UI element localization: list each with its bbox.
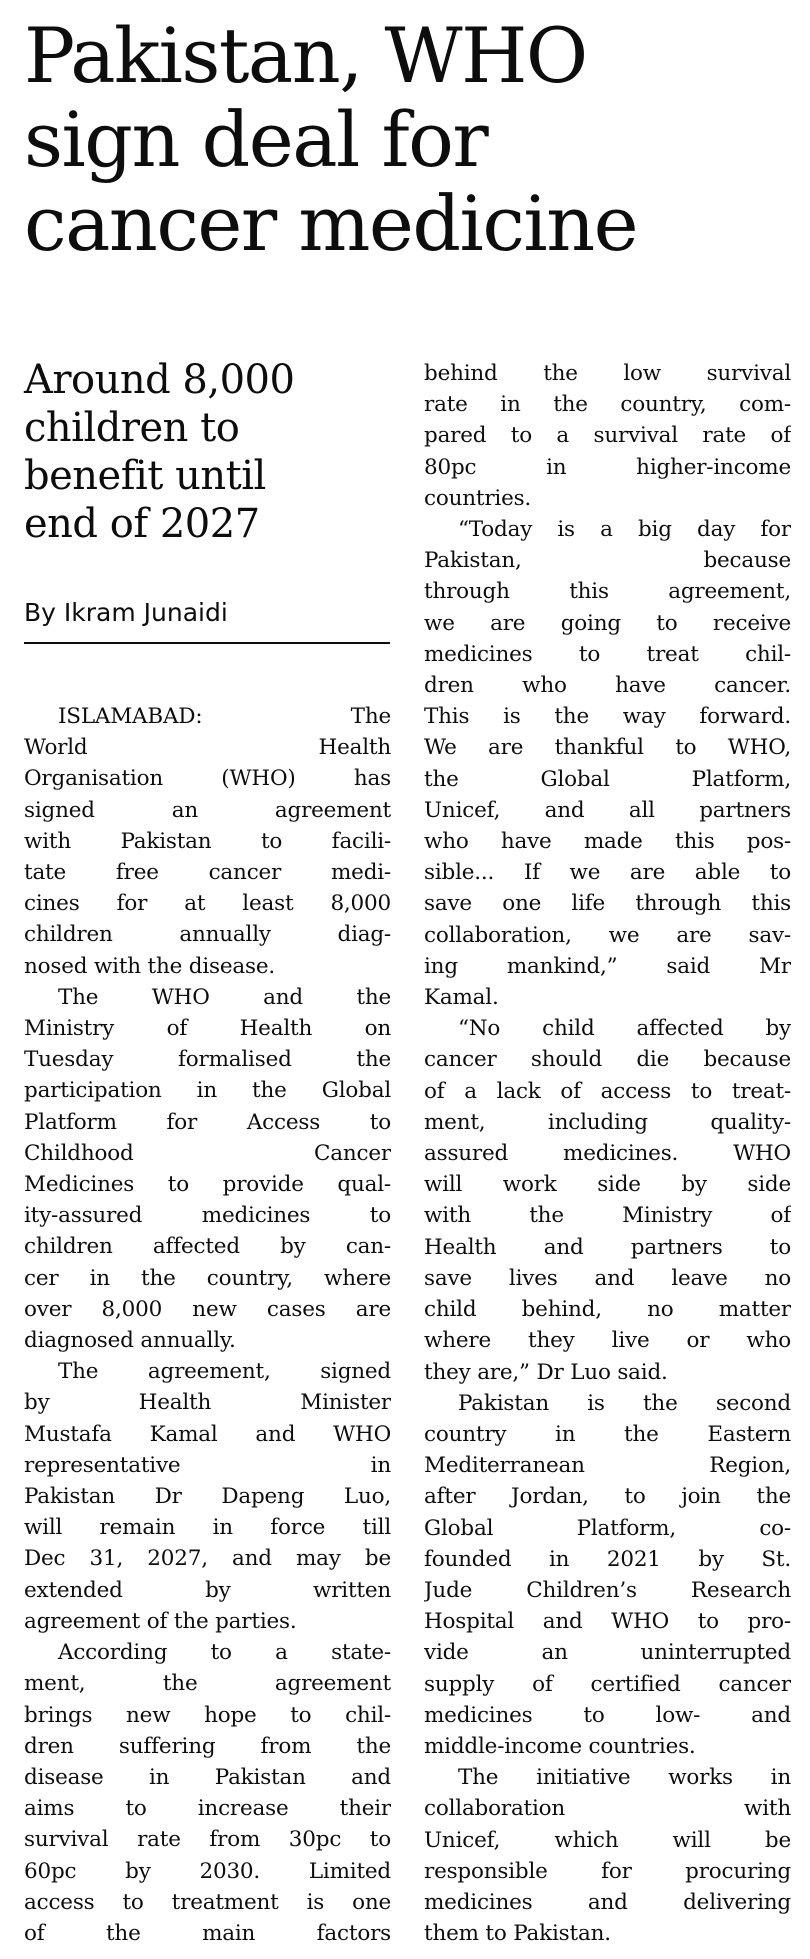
article-text-line: after Jordan, to join the bbox=[424, 1484, 791, 1510]
article-text-line: This is the way forward. bbox=[424, 704, 791, 730]
article-text-line: Pakistan is the second bbox=[458, 1390, 791, 1416]
headline-line: cancer medicine bbox=[24, 179, 638, 268]
article-text-line: Pakistan, because bbox=[424, 548, 791, 574]
article-text-line: tate free cancer medi- bbox=[24, 860, 391, 886]
article-text-line: representative in bbox=[24, 1452, 391, 1478]
article-paragraph bbox=[424, 514, 791, 1013]
article-text-line: medicines to low- and bbox=[424, 1702, 791, 1728]
article-text-line: diagnosed annually. bbox=[24, 1328, 236, 1354]
article-text-line: collaboration, we are sav- bbox=[424, 922, 791, 948]
article-paragraph bbox=[424, 358, 791, 514]
article-text-line: medicines and delivering bbox=[424, 1889, 791, 1915]
headline-line: Pakistan, WHO bbox=[24, 11, 587, 100]
article-text-line: disease in Pakistan and bbox=[24, 1764, 391, 1790]
article-text-line: sible... If we are able to bbox=[424, 860, 791, 886]
article-text-line: The initiative works in bbox=[458, 1765, 791, 1791]
article-text-line: Ministry of Health on bbox=[24, 1016, 391, 1042]
article-text-line: Unicef, which will be bbox=[424, 1827, 791, 1853]
article-text-line: save one life through this bbox=[424, 891, 791, 917]
article-text-line: supply of certified cancer bbox=[424, 1671, 791, 1697]
article-text-line: 80pc in higher-income bbox=[424, 454, 791, 480]
article-text-line: Childhood Cancer bbox=[24, 1140, 391, 1166]
article-text-line: Hospital and WHO to pro- bbox=[424, 1609, 791, 1635]
article-text-line: Kamal. bbox=[424, 985, 499, 1011]
article-paragraph bbox=[24, 1356, 391, 1637]
article-text-line: Medicines to provide qual- bbox=[24, 1172, 391, 1198]
article-text-line: ment, including quality- bbox=[424, 1109, 791, 1135]
article-text-line: dren suffering from the bbox=[24, 1733, 391, 1759]
article-text-line: will work side by side bbox=[424, 1172, 791, 1198]
subheadline-line: end of 2027 bbox=[24, 501, 260, 547]
article-text-line: ISLAMABAD: The bbox=[58, 704, 391, 729]
article-text-line: responsible for procuring bbox=[424, 1858, 791, 1884]
article-text-line: child behind, no matter bbox=[424, 1297, 791, 1323]
article-text-line: with Pakistan to facili- bbox=[24, 828, 391, 854]
article-text-line: medicines to treat chil- bbox=[424, 641, 791, 667]
byline: By Ikram Junaidi bbox=[24, 596, 390, 644]
article-text-line: signed an agreement bbox=[24, 797, 391, 823]
article-text-line: extended by written bbox=[24, 1577, 391, 1603]
article-text-line: middle-income countries. bbox=[424, 1733, 696, 1759]
article-text-line: countries. bbox=[424, 485, 532, 511]
article-text-line: survival rate from 30pc to bbox=[24, 1827, 391, 1853]
article-text-line: cancer should die because bbox=[424, 1047, 791, 1073]
article-text-line: nosed with the disease. bbox=[24, 953, 275, 979]
article-paragraph bbox=[24, 982, 391, 1356]
article-text-line: the Global Platform, bbox=[424, 766, 791, 792]
article-text-line: where they live or who bbox=[424, 1328, 791, 1354]
article-paragraph bbox=[424, 1762, 791, 1949]
article-column-right bbox=[424, 358, 791, 1949]
article-text-line: World Health bbox=[24, 735, 391, 761]
article-text-line: “No child affected by bbox=[458, 1016, 791, 1042]
article-paragraph bbox=[24, 701, 391, 982]
article-paragraph bbox=[24, 1637, 391, 1949]
article-text-line: Mustafa Kamal and WHO bbox=[24, 1421, 391, 1447]
article-column-left bbox=[24, 701, 391, 1949]
headline-line: sign deal for bbox=[24, 95, 488, 184]
article-text-line: we are going to receive bbox=[424, 610, 791, 636]
article-text-line: behind the low survival bbox=[424, 361, 791, 386]
subheadline-line: children to bbox=[24, 405, 240, 451]
article-text-line: According to a state- bbox=[58, 1640, 391, 1666]
article-text-line: children annually diag- bbox=[24, 922, 391, 948]
article-text-line: collaboration with bbox=[424, 1796, 791, 1822]
article-text-line: Health and partners to bbox=[424, 1234, 791, 1260]
article-text-line: ment, the agreement bbox=[24, 1671, 391, 1697]
article-text-line: them to Pakistan. bbox=[424, 1921, 611, 1947]
article-text-line: access to treatment is one bbox=[24, 1889, 391, 1915]
article-text-line: participation in the Global bbox=[24, 1078, 391, 1104]
article-text-line: through this agreement, bbox=[424, 579, 791, 605]
article-text-line: over 8,000 new cases are bbox=[24, 1296, 391, 1322]
article-text-line: The WHO and the bbox=[58, 984, 391, 1010]
article-text-line: 60pc by 2030. Limited bbox=[24, 1858, 391, 1884]
article-text-line: “Today is a big day for bbox=[458, 517, 791, 543]
article-text-line: Platform for Access to bbox=[24, 1109, 391, 1135]
article-text-line: country in the Eastern bbox=[424, 1421, 791, 1447]
article-text-line: agreement of the parties. bbox=[24, 1608, 297, 1634]
article-text-line: cer in the country, where bbox=[24, 1265, 391, 1291]
article-text-line: Pakistan Dr Dapeng Luo, bbox=[24, 1484, 391, 1510]
article-text-line: The agreement, signed bbox=[58, 1359, 391, 1385]
article-text-line: aims to increase their bbox=[24, 1796, 391, 1822]
article-text-line: ity-assured medicines to bbox=[24, 1203, 391, 1229]
article-paragraph bbox=[424, 1388, 791, 1762]
article-text-line: Jude Children’s Research bbox=[424, 1577, 791, 1603]
article-text-line: We are thankful to WHO, bbox=[424, 735, 791, 761]
article-text-line: Unicef, and all partners bbox=[424, 797, 791, 823]
article-text-line: pared to a survival rate of bbox=[424, 423, 791, 449]
headline bbox=[24, 11, 794, 268]
article-text-line: they are,” Dr Luo said. bbox=[424, 1359, 668, 1385]
article-text-line: brings new hope to chil- bbox=[24, 1702, 391, 1728]
article-text-line: dren who have cancer. bbox=[424, 673, 791, 699]
article-text-line: Dec 31, 2027, and may be bbox=[24, 1546, 391, 1572]
article-text-line: Tuesday formalised the bbox=[24, 1047, 391, 1073]
article-text-line: who have made this pos- bbox=[424, 829, 791, 855]
article-text-line: of the main factors bbox=[24, 1920, 391, 1946]
article-text-line: Global Platform, co- bbox=[424, 1515, 791, 1541]
article-text-line: save lives and leave no bbox=[424, 1265, 791, 1291]
article-text-line: Mediterranean Region, bbox=[424, 1453, 791, 1479]
article-text-line: rate in the country, com- bbox=[424, 392, 791, 418]
subheadline bbox=[24, 356, 394, 548]
subheadline-line: Around 8,000 bbox=[24, 357, 295, 403]
article-text-line: children affected by can- bbox=[24, 1234, 391, 1260]
article-text-line: Organisation (WHO) has bbox=[24, 766, 391, 792]
article-text-line: by Health Minister bbox=[24, 1390, 391, 1416]
article-text-line: assured medicines. WHO bbox=[424, 1141, 791, 1167]
article-text-line: vide an uninterrupted bbox=[424, 1640, 791, 1666]
article-text-line: of a lack of access to treat- bbox=[424, 1078, 791, 1104]
subheadline-line: benefit until bbox=[24, 453, 266, 499]
article-text-line: will remain in force till bbox=[24, 1515, 391, 1541]
article-text-line: founded in 2021 by St. bbox=[424, 1546, 791, 1572]
article-text-line: cines for at least 8,000 bbox=[24, 891, 391, 917]
article-paragraph bbox=[424, 1013, 791, 1387]
article-text-line: ing mankind,” said Mr bbox=[424, 953, 791, 979]
article-text-line: with the Ministry of bbox=[424, 1203, 791, 1229]
